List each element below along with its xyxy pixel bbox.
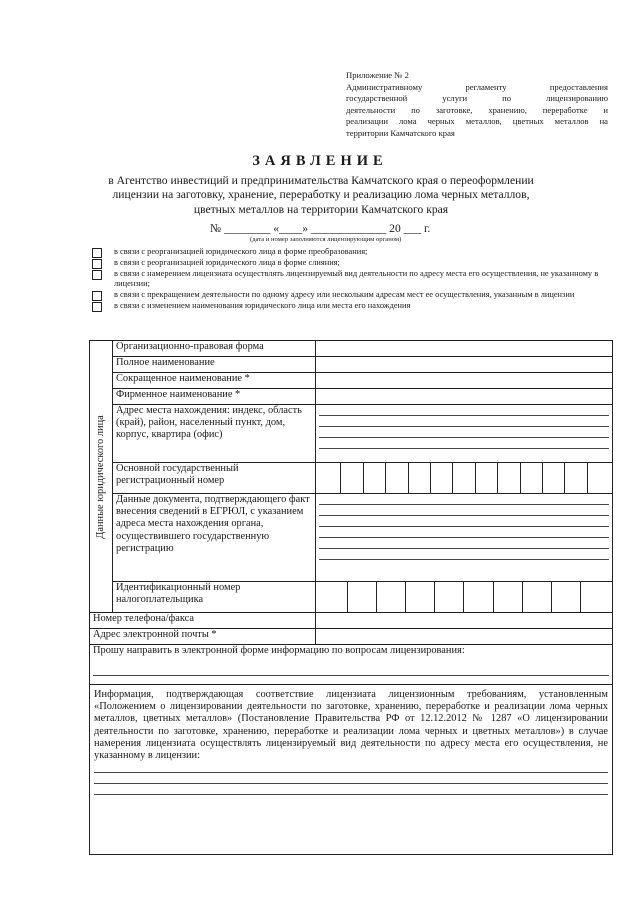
row-label: Номер телефона/факса: [90, 613, 316, 629]
reason-option-label: в связи с реорганизацией юридического лица в форме преобразования;: [114, 247, 368, 256]
short-name-field[interactable]: [316, 373, 613, 389]
reason-option[interactable]: [92, 247, 612, 258]
digit-cell[interactable]: [341, 463, 363, 493]
checkbox[interactable]: [92, 270, 102, 280]
digit-cell[interactable]: [364, 463, 386, 493]
egrul-field[interactable]: [316, 494, 613, 582]
address-field[interactable]: [316, 405, 613, 463]
row-label: Организационно-правовая форма: [113, 341, 316, 357]
subtitle-line: в Агентство инвестиций и предпринимательства Камчатского края о переоформлении: [108, 174, 534, 187]
row-label: Фирменное наименование *: [113, 389, 316, 405]
digit-cell[interactable]: [521, 463, 543, 493]
digit-cell[interactable]: [319, 582, 348, 612]
request-text: Прошу направить в электронной форме информацию по вопросам лицензирования:: [93, 645, 465, 656]
write-line: [94, 773, 608, 784]
applicant-data-table: [89, 340, 613, 855]
reason-option-label: в связи с реорганизацией юридического лица в форме слияния;: [114, 258, 340, 267]
registration-number-note: (дата и номер заполняются лицензирующим органом): [250, 236, 402, 243]
digit-cell[interactable]: [386, 463, 408, 493]
digit-cell[interactable]: [565, 463, 587, 493]
appendix-line: территории Камчатского края: [346, 127, 455, 138]
write-line: [94, 784, 608, 795]
checkbox[interactable]: [92, 259, 102, 269]
row-label: Основной государственный регистрационный номер: [113, 463, 316, 494]
digit-cell[interactable]: [523, 582, 552, 612]
checkbox[interactable]: [92, 248, 102, 258]
write-line: [319, 416, 609, 427]
document-title: ЗАЯВЛЕНИЕ: [252, 153, 388, 169]
appendix-line: государственной услуги по лицензированию: [346, 93, 608, 104]
reason-option-label: в связи с намерением лицензиата осуществлять лицензируемый вид деятельности по адресу места его осуществления, не указанному в лицензии;: [114, 269, 599, 289]
digit-cell[interactable]: [431, 463, 453, 493]
ogrn-digit-cells[interactable]: [316, 463, 613, 494]
reason-option[interactable]: [92, 290, 612, 301]
subtitle-line: лицензии на заготовку, хранение, переработку и реализацию лома черных металлов,: [112, 188, 530, 202]
checkbox[interactable]: [92, 291, 102, 301]
appendix-line: реализации лома черных металлов, цветных металлов на: [346, 116, 608, 127]
checkbox[interactable]: [92, 302, 102, 312]
digit-cell[interactable]: [476, 463, 498, 493]
document-subtitle: [90, 174, 552, 217]
row-label: Адрес места нахождения: индекс, область (край), район, населенный пункт, дом, корпус, квартира (офис): [113, 405, 316, 463]
appendix-line: Приложение № 2: [346, 70, 409, 80]
digit-cell[interactable]: [498, 463, 520, 493]
digit-cell[interactable]: [494, 582, 523, 612]
row-label: Идентификационный номер налогоплательщика: [113, 582, 316, 613]
reason-option[interactable]: [92, 301, 612, 312]
row-label: Адрес электронной почты *: [90, 629, 316, 645]
write-line: [319, 427, 609, 438]
digit-cell[interactable]: [453, 463, 475, 493]
digit-cell[interactable]: [464, 582, 493, 612]
row-label: Сокращенное наименование *: [113, 373, 316, 389]
brand-name-field[interactable]: [316, 389, 613, 405]
write-line: [319, 516, 609, 527]
write-line: [319, 538, 609, 549]
compliance-info-section[interactable]: [90, 685, 613, 855]
appendix-line: Административному регламенту предоставления: [346, 81, 608, 92]
digit-cell[interactable]: [406, 582, 435, 612]
digit-cell[interactable]: [543, 463, 565, 493]
write-line: [94, 762, 608, 773]
digit-cell[interactable]: [581, 582, 609, 612]
inn-digit-cells[interactable]: [316, 582, 613, 613]
write-line: [319, 549, 609, 560]
reason-option[interactable]: [92, 269, 612, 290]
digit-cell[interactable]: [552, 582, 581, 612]
vertical-section-label: [90, 341, 113, 613]
digit-cell[interactable]: [435, 582, 464, 612]
electronic-info-request[interactable]: [90, 645, 613, 685]
reason-option-label: в связи с прекращением деятельности по одному адресу или нескольким адресам мест ее осуществления, указанным в лицензии: [114, 289, 575, 299]
row-label: Данные документа, подтверждающего факт внесения сведений в ЕГРЮЛ, с указанием адреса места нахождения органа, осуществившего государственную регистрацию: [113, 494, 316, 582]
digit-cell[interactable]: [348, 582, 377, 612]
write-line: [319, 527, 609, 538]
full-name-field[interactable]: [316, 357, 613, 373]
registration-number-line[interactable]: № ________ «____» _____________ 20 ___ г.: [210, 222, 431, 235]
digit-cell[interactable]: [409, 463, 431, 493]
digit-cell[interactable]: [588, 463, 609, 493]
reason-options: [92, 247, 612, 312]
subtitle-line: цветных металлов на территории Камчатского края: [193, 202, 449, 216]
email-field[interactable]: [316, 629, 613, 645]
reason-option-label: в связи с изменением наименования юридического лица или места его нахождения: [114, 300, 411, 310]
digit-cell[interactable]: [319, 463, 341, 493]
vertical-section-text: Данные юридического лица: [94, 414, 106, 539]
write-line: [319, 505, 609, 516]
appendix-header: [346, 70, 608, 140]
write-line: [319, 438, 609, 449]
reason-option[interactable]: [92, 258, 612, 269]
row-label: Полное наименование: [113, 357, 316, 373]
org-form-field[interactable]: [316, 341, 613, 357]
digit-cell[interactable]: [377, 582, 406, 612]
compliance-info-text: Информация, подтверждающая соответствие лицензиата лицензионным требованиям, установленным «Положением о лицензировании деятельности по заготовке, хранению, переработке и реализации лома черных металлов, цветных металлов» (Постановление Правительства РФ от 12.12.2012 № 1287 «О лицензировании деятельности по заготовке, хранению, переработке и реализации лома черных и цветных металлов») в случае намерения лицензиата осуществлять лицензируемый вид деятельности по адресу места его осуществления, не указанному в лицензии:: [94, 689, 608, 762]
appendix-line: деятельности по заготовке, хранению, переработке и: [346, 104, 608, 115]
phone-field[interactable]: [316, 613, 613, 629]
write-line: [319, 494, 609, 505]
write-line: [93, 665, 609, 676]
write-line: [319, 405, 609, 416]
